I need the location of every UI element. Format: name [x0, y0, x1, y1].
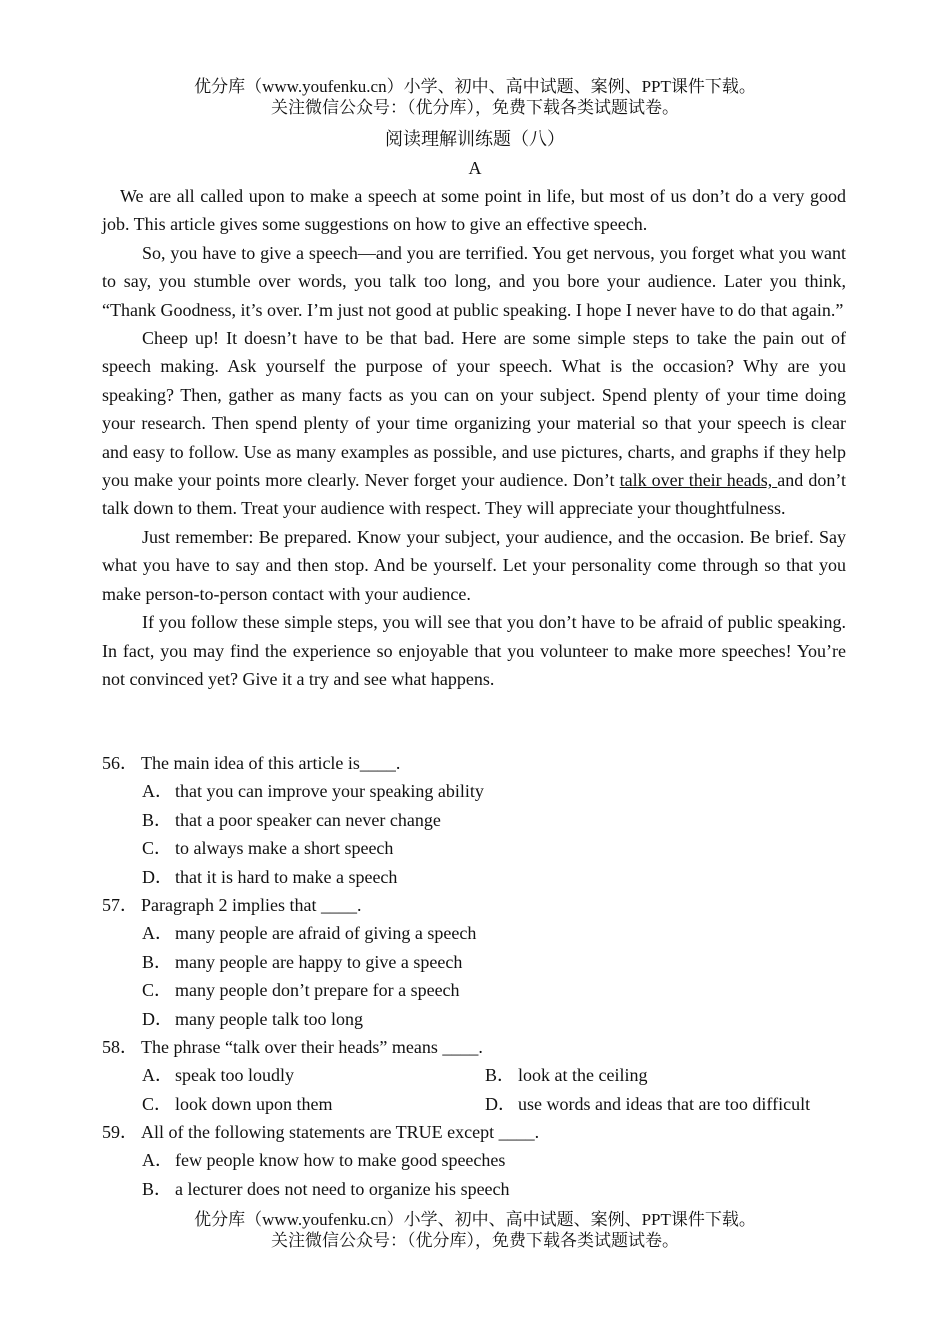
option-58-d [485, 1090, 828, 1118]
option-57-c [102, 976, 846, 1004]
question-number: 57． [102, 894, 138, 915]
option-letter: D． [485, 1093, 516, 1114]
option-text: a lecturer does not need to organize his speech [175, 1178, 510, 1199]
paragraph-5: If you follow these simple steps, you will see that you don’t have to be afraid of public speaking. In fact, you may find the experience so enjoyable that you volunteer to make more speeches! You’re not convinced yet? Give it a try and see what happens. [102, 612, 846, 689]
option-text: many people talk too long [175, 1008, 363, 1029]
page-title: 阅读理解训练题（八） [385, 129, 565, 149]
option-56-b [102, 806, 846, 834]
question-number: 59． [102, 1122, 138, 1143]
header-line-2: 关注微信公众号：（优分库），免费下载各类试题试卷。 [271, 98, 679, 117]
option-text: that a poor speaker can never change [175, 809, 441, 830]
option-text: look at the ceiling [518, 1065, 648, 1086]
question-stem: The main idea of this article is____. [141, 753, 401, 773]
footer-line-1: 优分库（www.youfenku.cn）小学、初中、高中试题、案例、PPT课件下载。 [194, 1210, 756, 1229]
paragraph-3 [102, 324, 846, 523]
section-label: A [468, 158, 482, 178]
question-number: 56． [102, 753, 138, 773]
option-letter: C． [142, 980, 173, 1001]
option-letter: A． [142, 781, 173, 802]
question-stem: The phrase “talk over their heads” means ____. [141, 1036, 483, 1057]
option-letter: D． [142, 866, 173, 887]
footer-line-2: 关注微信公众号：（优分库），免费下载各类试题试卷。 [271, 1231, 679, 1250]
option-letter: B． [485, 1065, 516, 1086]
option-57-a [102, 919, 846, 947]
option-text: that it is hard to make a speech [175, 866, 398, 887]
question-stem: All of the following statements are TRUE except ____. [141, 1122, 540, 1143]
question-56 [102, 749, 846, 777]
header-line-1: 优分库（www.youfenku.cn）小学、初中、高中试题、案例、PPT课件下载。 [194, 77, 756, 96]
option-text: many people are afraid of giving a speech [175, 923, 477, 944]
paragraph-3-text-a: Cheep up! It doesn’t have to be that bad. Here are some simple steps to take the pain out of speech making. Ask yourself the purpose of your speech. What is the occasion? Why are you speaking? Then, gather as many facts as you can on your subject. Spend plenty of your time doing your research. Then spend plenty of your time organizing your material so that your speech is clear and easy to follow. Use as many examples as possible, and use pictures, charts, and graphs if they help you make your points more clearly. Never forget your audience. Don’t [102, 328, 846, 491]
paragraph-3-text-b: and don’t talk down to them. Treat your audience with respect. They will appreciate your thoughtfulness. [102, 470, 846, 519]
option-text: many people are happy to give a speech [175, 951, 463, 972]
option-58-c [142, 1090, 485, 1118]
question-58 [102, 1033, 846, 1061]
option-letter: A． [142, 1150, 173, 1171]
option-56-c [102, 834, 846, 862]
option-58-b [485, 1061, 828, 1089]
question-59 [102, 1118, 846, 1146]
option-row-58-cd [102, 1090, 846, 1118]
page-header [0, 76, 950, 118]
option-text: look down upon them [175, 1093, 333, 1114]
paragraph-1: We are all called upon to make a speech at some point in life, but most of us don’t do a very good job. This article gives some suggestions on how to give an effective speech. [102, 186, 846, 235]
option-letter: C． [142, 838, 173, 859]
option-text: use words and ideas that are too difficult [518, 1093, 811, 1114]
option-56-a [102, 777, 846, 805]
option-letter: B． [142, 809, 173, 830]
option-text: few people know how to make good speeches [175, 1150, 506, 1171]
paragraph-4: Just remember: Be prepared. Know your subject, your audience, and the occasion. Be brief. Say what you have to say and then stop. And be yourself. Let your personality come through so that you make person-to-person contact with your audience. [102, 526, 846, 604]
question-57 [102, 891, 846, 919]
option-58-a [142, 1061, 485, 1089]
option-letter: C． [142, 1093, 173, 1114]
option-56-d [102, 863, 846, 891]
option-text: speak too loudly [175, 1065, 294, 1086]
paragraph-2: So, you have to give a speech—and you are terrified. You get nervous, you forget what you want to say, you stumble over words, you talk too long, and you bore your audience. Later you think, “Thank Goodness, it’s over. I’m just not good at public speaking. I hope I never have to do that again.” [102, 242, 846, 320]
option-text: that you can improve your speaking ability [175, 781, 484, 802]
option-letter: A． [142, 1065, 173, 1086]
question-number: 58． [102, 1036, 138, 1057]
option-59-a [102, 1146, 846, 1174]
option-text: many people don’t prepare for a speech [175, 980, 460, 1001]
question-stem: Paragraph 2 implies that ____. [141, 894, 362, 915]
page-footer [0, 1209, 950, 1251]
reading-passage [102, 182, 846, 693]
option-57-b [102, 948, 846, 976]
option-letter: B． [142, 951, 173, 972]
option-letter: A． [142, 923, 173, 944]
option-59-b [102, 1175, 846, 1203]
option-57-d [102, 1005, 846, 1033]
option-row-58-ab [102, 1061, 846, 1089]
underlined-phrase: talk over their heads, [619, 470, 778, 491]
option-text: to always make a short speech [175, 838, 394, 859]
question-list [102, 749, 846, 1203]
option-letter: B． [142, 1178, 173, 1199]
option-letter: D． [142, 1008, 173, 1029]
